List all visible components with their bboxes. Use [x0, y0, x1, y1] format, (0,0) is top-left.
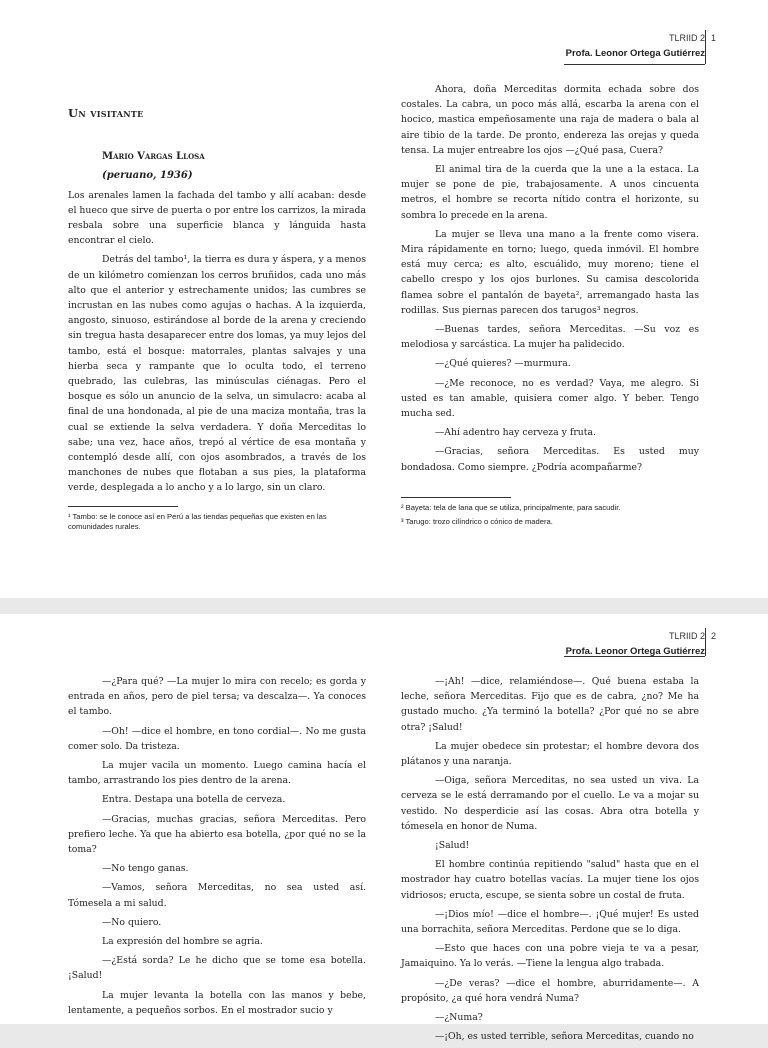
footnote: ¹ Tambo: se le conoce así en Perú a las tiendas pequeñas que existen en las comunidades rurales. [68, 511, 327, 532]
paragraph: —¡Dios mío! —dice el hombre—. ¡Qué mujer! Es usted una borrachita, señora Merceditas. Perdone que se lo diga. [401, 908, 699, 936]
header-rule [564, 64, 705, 65]
paragraph: —¿Está sorda? Le he dicho que se tome esa botella. ¡Salud! [68, 955, 366, 982]
paragraph: —Gracias, muchas gracias, señora Merceditas. Pero prefiero leche. Ya que ha abierto esa botella, ¿por qué no se la toma? [68, 813, 366, 856]
paragraph: —Oiga, señora Merceditas, no sea usted un viva. La cerveza se le está derramando por el cuello. Le va a mojar su vestido. No desperdicie así las cosas. Abra otra botella y tómesela en honor de Numa. [401, 775, 699, 832]
paragraph: —¡Ah! —dice, relamiéndose—. Qué buena estaba la leche, señora Merceditas. Fijo que es de cabra, ¿no? Me ha gustado mucho. ¿Ya terminó la botella? ¿Por qué no se abre otra? ¡Salud! [401, 676, 699, 733]
paragraph: La mujer se lleva una mano a la frente como visera. Mira rápidamente en torno; luego, queda inmóvil. El hombre está muy cerca; es alto, escuálido, muy moreno; tiene el cabello crespo y los ojos burlones. Su camisa descolorida flamea sobre el pantalón de bayeta², arremangado hasta las rodillas. Sus piernas parecen dos tarugos³ negros. [401, 228, 699, 316]
paragraph: —¿Numa? [435, 1012, 483, 1024]
paragraph: El hombre continúa repitiendo "salud" hasta que en el mostrador hay cuatro botellas vacías. La mujer tiene los ojos vidriosos; eructa, escupe, se sienta sobre un costal de fruta. [401, 859, 699, 901]
paragraph: —¿Me reconoce, no es verdad? Vaya, me alegro. Si usted es tan amable, quisiera comer algo. Y beber. Tengo mucha sed. [401, 377, 699, 420]
left-column [68, 106, 366, 537]
right-column [401, 82, 699, 532]
paragraph: La mujer levanta la botella con las manos y bebe, lentamente, a pequeños sorbos. En el mostrador sucio y [68, 989, 366, 1016]
paragraph: —¿Qué quieres? —murmura. [435, 358, 571, 370]
footnote: ³ Tarugo: trozo cilíndrico o cónico de madera. [401, 517, 553, 527]
paragraph: —Gracias, señora Merceditas. Es usted muy bondadosa. Como siempre. ¿Podría acompañarme? [401, 446, 699, 473]
header-professor: Profa. Leonor Ortega Gutiérrez [565, 48, 705, 59]
footnote-separator [68, 506, 178, 507]
paragraph: —Ahí adentro hay cerveza y fruta. [435, 427, 596, 439]
page-number: 1 [705, 30, 725, 64]
page-header [566, 30, 705, 62]
header-rule [564, 656, 705, 657]
header-course-code: TLRIID 2 [668, 33, 705, 43]
paragraph: —Buenas tardes, señora Merceditas. —Su voz es melodiosa y sarcástica. La mujer ha palidecido. [401, 324, 699, 351]
document-page-2 [0, 614, 768, 1043]
paragraph: Ahora, doña Merceditas dormita echada sobre dos costales. La cabra, un poco más allá, escarba la arena con el hocico, mastica empeñosamente una raja de madera o bala al aire tibio de la tarde. De pronto, endereza las orejas y queda tensa. La mujer entreabre los ojos —¿Qué pasa, Cuera? [401, 84, 699, 156]
paragraph: ¡Salud! [435, 840, 470, 852]
header-course-code: TLRIID 2 [668, 631, 705, 641]
paragraph: El animal tira de la cuerda que la une a la estaca. La mujer se pone de pie, trabajosamente. A unos cincuenta metros, el hombre se recorta nítido contra el horizonte, su sombra lo precede en la arena. [401, 164, 699, 221]
right-column [401, 674, 699, 1048]
author-nationality: (peruano, 1936) [102, 170, 193, 182]
paragraph: —Esto que haces con una pobre vieja te va a pesar, Jamaiquino. Ya lo verás. —Tiene la lengua algo trabada. [401, 943, 699, 970]
header-professor: Profa. Leonor Ortega Gutiérrez [565, 646, 705, 657]
paragraph: —Oh! —dice el hombre, en tono cordial—. No me gusta comer solo. Da tristeza. [68, 725, 366, 752]
paragraph: La mujer obedece sin protestar; el hombre devora dos plátanos y una naranja. [401, 740, 699, 768]
paragraph: —Vamos, señora Merceditas, no sea usted así. Tómesela a mi salud. [68, 882, 366, 909]
story-author: Mario Vargas Llosa [102, 151, 205, 163]
footnote-separator [401, 497, 511, 498]
footnote: ² Bayeta: tela de lana que se utiliza, principalmente, para sacudir. [401, 502, 621, 512]
story-title: Un visitante [68, 106, 144, 120]
paragraph: La expresión del hombre se agria. [102, 936, 263, 948]
paragraph: —No tengo ganas. [102, 863, 189, 875]
paragraph: Entra. Destapa una botella de cerveza. [102, 794, 286, 806]
paragraph: Los arenales lamen la fachada del tambo y allí acaban: desde el hueco que sirve de puerta o por entre los carrizos, la mirada resbala sobre una superficie blanca y lánguida hasta encontrar el cielo. [68, 189, 366, 247]
left-column [68, 674, 366, 1022]
paragraph: Detrás del tambo¹, la tierra es dura y áspera, y a menos de un kilómetro comienzan los cerros bruñidos, cada uno más alto que el anterior y estrechamente unidos; las cumbres se incrustan en las nubes como agujas o hachas. A la izquierda, angosto, sinuoso, estirándose al borde de la arena y creciendo sin tregua hasta desaparecer entre dos lomas, ya muy lejos del tambo, está el bosque: matorrales, plantas salvajes y una hierba seca y rampante que lo oculta todo, el terreno quebrado, las culebras, las minúsculas ciénagas. Pero el bosque es sólo un anuncio de la selva, un simulacro: acaba al final de una hondonada, al pie de una maciza montaña, tras la cual se extiende la selva verdadera. Y doña Merceditas lo sabe; una vez, hace años, trepó al vértice de esa montaña y contempló desde allí, con ojos asombrados, a través de los manchones de nubes que flotaban a sus pies, la plataforma verde, desplegada a lo ancho y a lo largo, sin un claro. [68, 254, 366, 494]
paragraph: —No quiero. [102, 916, 162, 928]
paragraph: —¿De veras? —dice el hombre, aburridamente—. A propósito, ¿a qué hora vendrá Numa? [401, 977, 699, 1004]
paragraph: —¿Para qué? —La mujer lo mira con recelo; es gorda y entrada en años, pero de piel tersa; va descalza—. Ya conoces el tambo. [68, 676, 366, 718]
page-number: 2 [705, 628, 725, 656]
paragraph: —¡Oh, es usted terrible, señora Merceditas, cuando no [435, 1031, 694, 1043]
paragraph: La mujer vacila un momento. Luego camina hacía el tambo, arrastrando los pies dentro de la arena. [68, 760, 366, 787]
